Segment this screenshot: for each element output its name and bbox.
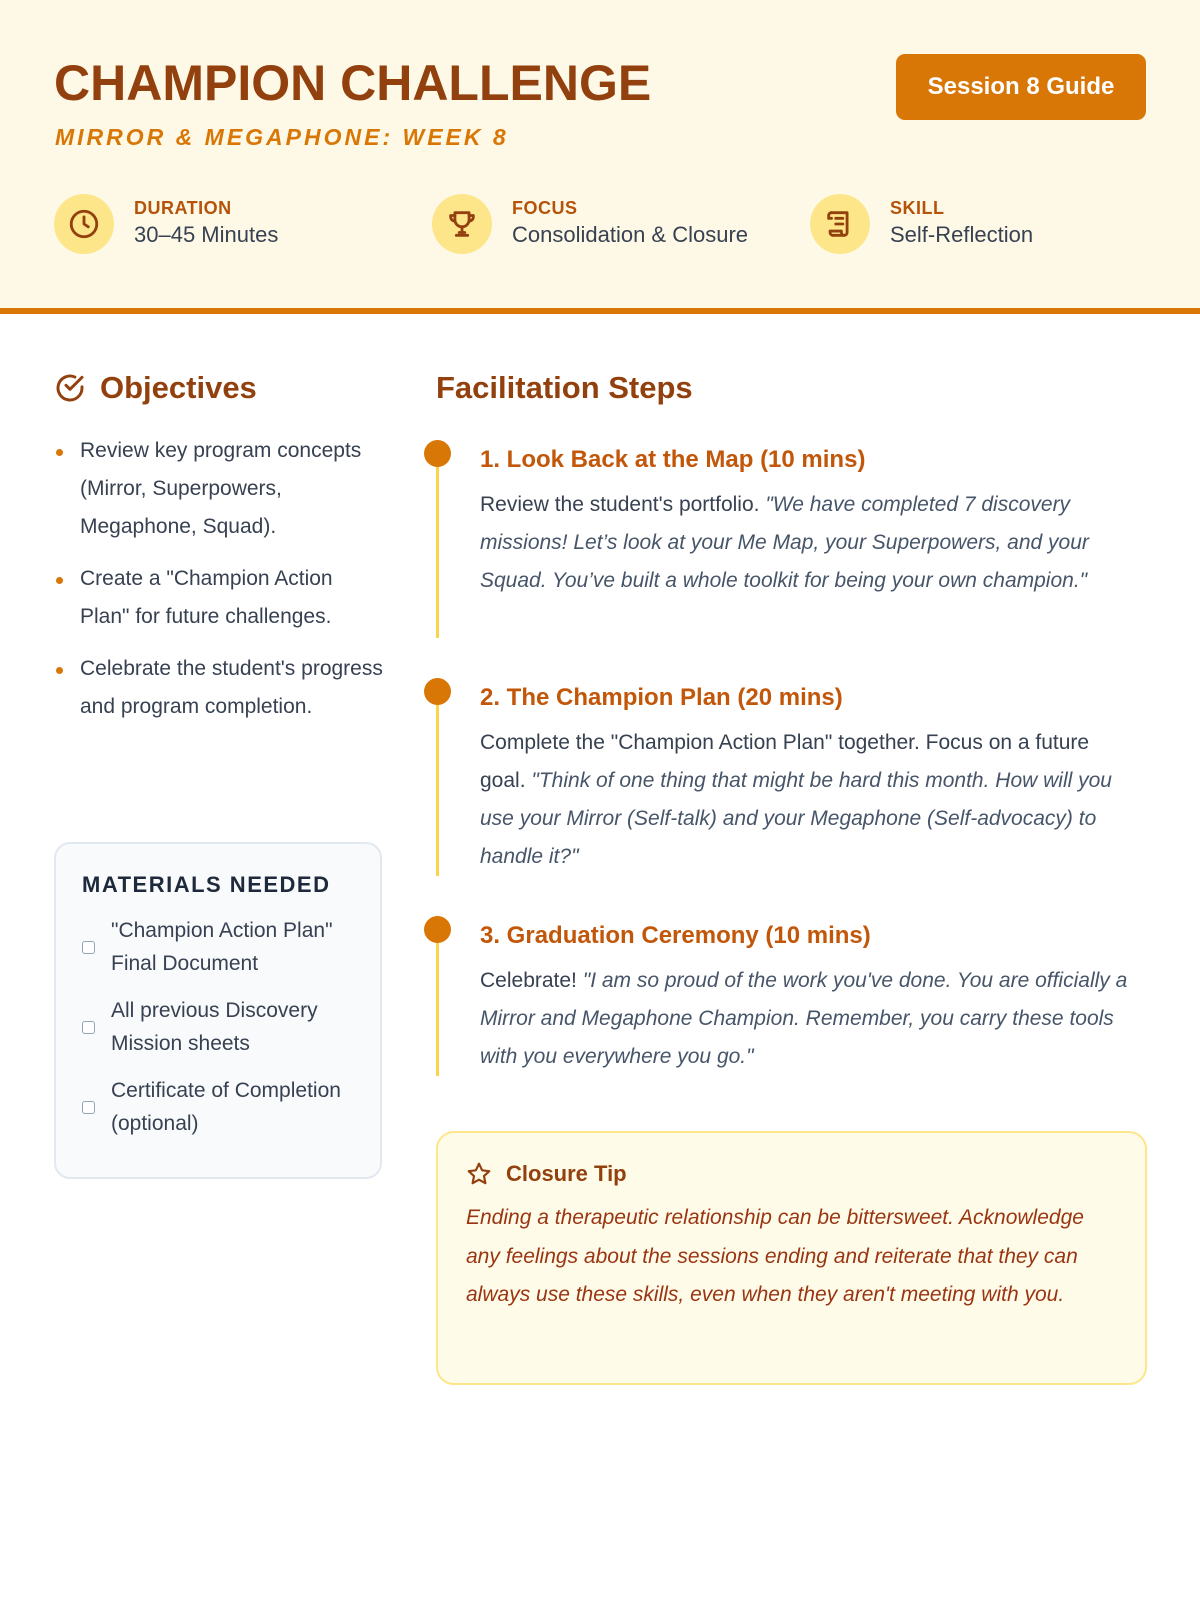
list-item: Create a "Champion Action Plan" for future challenges. [54, 560, 384, 636]
meta-value: 30–45 Minutes [134, 222, 279, 247]
timeline-line [436, 454, 439, 638]
page-header [0, 0, 1200, 314]
timeline-dot [424, 440, 451, 467]
step-text: Celebrate! [480, 969, 577, 992]
meta-skill [810, 194, 1033, 254]
meta-value: Self-Reflection [890, 222, 1034, 247]
step-quote: "I am so proud of the work you've done. You are officially a Mirror and Megaphone Champion. Remember, you carry these tools with you everywhere you go." [480, 969, 1128, 1068]
materials-item-label: All previous Discovery Mission sheets [111, 999, 318, 1055]
step-body [480, 486, 1140, 600]
clock-icon [54, 194, 114, 254]
step-body [480, 962, 1140, 1076]
meta-label: FOCUS [512, 198, 578, 218]
step-quote: "Think of one thing that might be hard this month. How will you use your Mirror (Self-talk) and your Megaphone (Self-advocacy) to handle it?" [480, 769, 1112, 868]
step-title: 1. Look Back at the Map (10 mins) [480, 446, 866, 473]
meta-value: Consolidation & Closure [512, 222, 749, 247]
objectives-list [54, 432, 384, 740]
timeline-dot [424, 916, 451, 943]
page-subtitle: MIRROR & MEGAPHONE: WEEK 8 [55, 124, 509, 150]
timeline-dot [424, 678, 451, 705]
meta-label: DURATION [134, 198, 232, 218]
step-2 [480, 682, 1140, 876]
meta-focus [432, 194, 748, 254]
step-text: Review the student's portfolio. [480, 493, 760, 516]
timeline-line [436, 692, 439, 876]
step-body [480, 724, 1140, 876]
closure-tip-card [436, 1131, 1147, 1385]
objectives-title: Objectives [100, 370, 257, 405]
materials-title: MATERIALS NEEDED [82, 872, 331, 897]
timeline-line [436, 930, 439, 1076]
materials-card [54, 842, 382, 1179]
tip-title: Closure Tip [506, 1161, 627, 1186]
tip-heading [466, 1161, 1117, 1187]
steps-heading: Facilitation Steps [436, 370, 693, 405]
materials-item [82, 1074, 354, 1140]
checkbox[interactable] [82, 941, 95, 954]
check-circle-icon [54, 372, 86, 404]
materials-item [82, 914, 354, 980]
materials-item-label: Certificate of Completion (optional) [111, 1079, 341, 1135]
materials-item [82, 994, 354, 1060]
session-guide-button[interactable]: Session 8 Guide [896, 54, 1146, 120]
meta-label: SKILL [890, 198, 945, 218]
checkbox[interactable] [82, 1101, 95, 1114]
star-icon [466, 1161, 492, 1187]
list-item: Celebrate the student's progress and program completion. [54, 650, 384, 726]
step-text: Complete the "Champion Action Plan" together. Focus on a future goal. [480, 731, 1090, 792]
step-title: 3. Graduation Ceremony (10 mins) [480, 922, 871, 949]
step-3 [480, 920, 1140, 1076]
step-quote: "We have completed 7 discovery missions! Let’s look at your Me Map, your Superpowers, and your Squad. You’ve built a whole toolkit for being your own champion." [480, 493, 1089, 592]
objectives-heading [54, 370, 257, 406]
step-title: 2. The Champion Plan (20 mins) [480, 684, 843, 711]
page-title: CHAMPION CHALLENGE [54, 55, 652, 111]
list-item: Review key program concepts (Mirror, Superpowers, Megaphone, Squad). [54, 432, 384, 546]
tip-text: Ending a therapeutic relationship can be bittersweet. Acknowledge any feelings about the sessions ending and reiterate that they can always use these skills, even when they aren't meeting with you. [466, 1206, 1084, 1306]
meta-duration [54, 194, 278, 254]
scroll-icon [810, 194, 870, 254]
trophy-icon [432, 194, 492, 254]
step-1 [480, 444, 1140, 600]
materials-item-label: "Champion Action Plan" Final Document [111, 919, 333, 975]
checkbox[interactable] [82, 1021, 95, 1034]
